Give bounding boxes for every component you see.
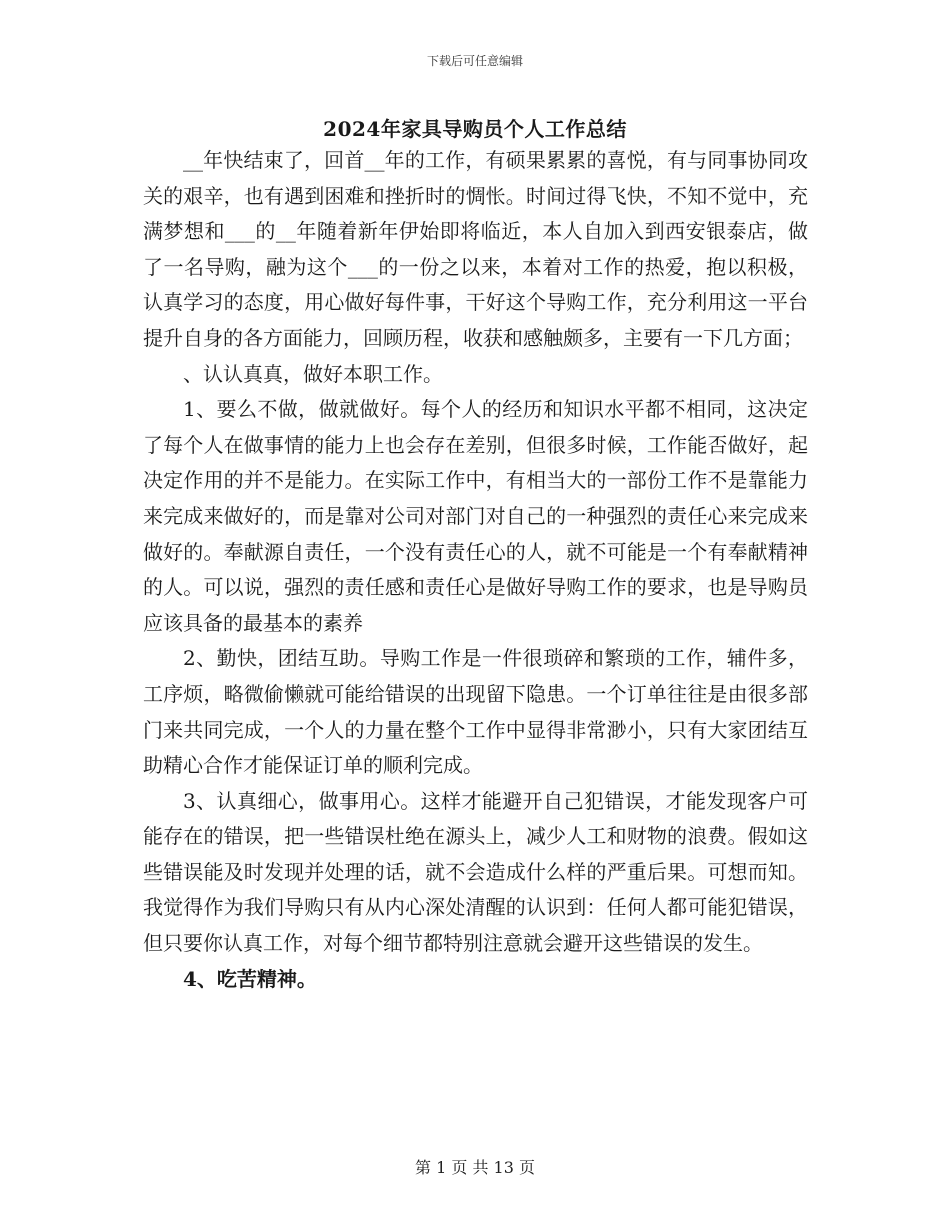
page-number: 第 1 页 共 13 页	[415, 1158, 535, 1177]
document-title: 2024年家具导购员个人工作总结	[323, 117, 627, 141]
header-note: 下载后可任意编辑	[426, 54, 523, 68]
paragraph-point-1: 1、要么不做，做就做好。每个人的经历和知识水平都不相同，这决定了每个人在做事情的能力上也会存在差别，但很多时候，工作能否做好，起决定作用的并不是能力。在实际工作中，有相当大的一部份工作不是靠能力来完成来做好的，而是靠对公司对部门对自己的一种强烈的责任心来完成来做好的。奉献源自责任，一个没有责任心的人，就不可能是一个有奉献精神的人。可以说，强烈的责任感和责任心是做好导购工作的要求，也是导购员应该具备的最基本的素养	[143, 397, 808, 635]
paragraph-section-heading: 、认认真真，做好本职工作。	[183, 361, 443, 386]
paragraph-point-3: 3、认真细心，做事用心。这样才能避开自己犯错误，才能发现客户可能存在的错误，把一些错误杜绝在源头上，减少人工和财物的浪费。假如这些错误能及时发现并处理的话，就不会造成什么样的严重后果。可想而知。我觉得作为我们导购只有从内心深处清醒的认识到：任何人都可能犯错误，但只要你认真工作，对每个细节都特别注意就会避开这些错误的发生。	[143, 788, 808, 956]
document-body	[143, 143, 808, 997]
paragraph-intro: __年快结束了，回首__年的工作，有硕果累累的喜悦，有与同事协同攻关的艰辛，也有遇到困难和挫折时的惆怅。时间过得飞快，不知不觉中，充满梦想和___的__年随着新年伊始即将临近，本人自加入到西安银泰店，做了一名导购，融为这个___的一份之以来，本着对工作的热爱，抱以积极，认真学习的态度，用心做好每件事，干好这个导购工作，充分利用这一平台提升自身的各方面能力，回顾历程，收获和感触颇多，主要有一下几方面；	[143, 148, 808, 350]
paragraph-point-2: 2、勤快，团结互助。导购工作是一件很琐碎和繁琐的工作，辅件多，工序烦，略微偷懒就可能给错误的出现留下隐患。一个订单往往是由很多部门来共同完成，一个人的力量在整个工作中显得非常渺小，只有大家团结互助精心合作才能保证订单的顺利完成。	[143, 646, 808, 778]
paragraph-point-4-heading: 4、吃苦精神。	[183, 966, 317, 991]
